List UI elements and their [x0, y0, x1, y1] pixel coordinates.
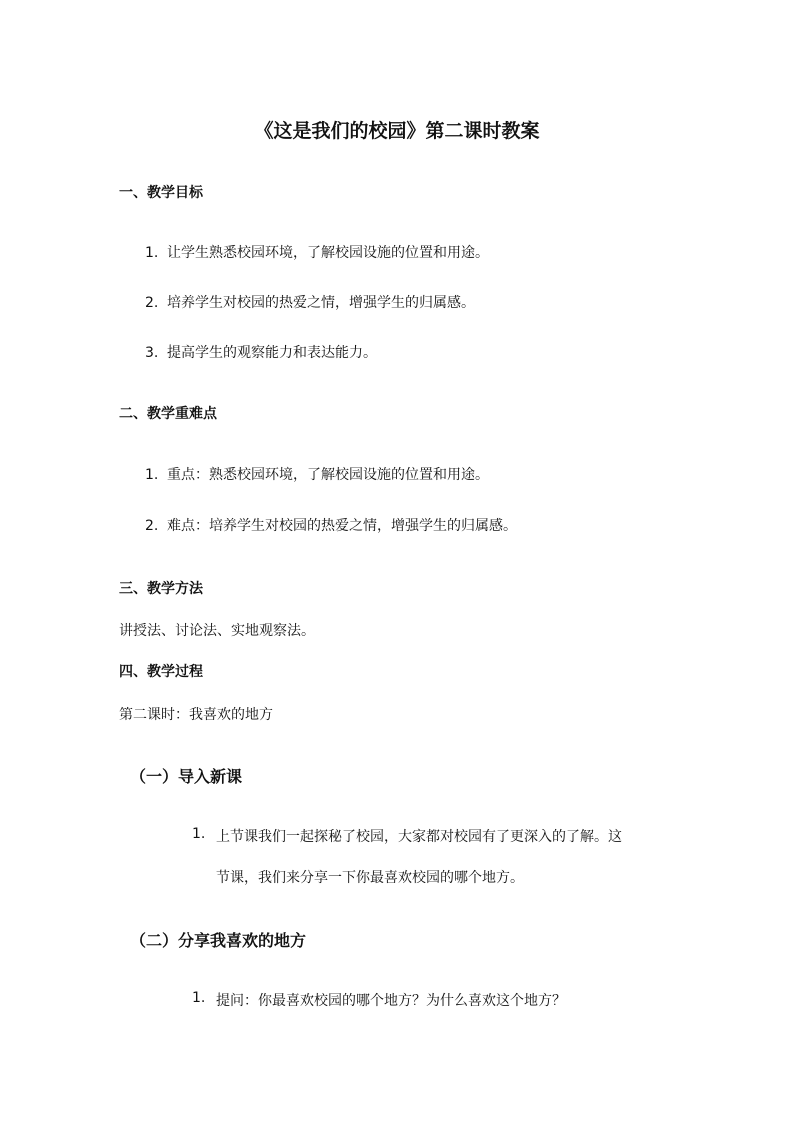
list-number: 1.: [145, 245, 159, 261]
methods-text: 讲授法、讨论法、实地观察法。: [119, 623, 315, 639]
list-text: 提问：你最喜欢校园的哪个地方？为什么喜欢这个地方？: [216, 993, 566, 1009]
list-number: 1.: [145, 467, 159, 483]
list-text: 提高学生的观察能力和表达能力。: [167, 345, 377, 361]
lesson-label: 第二课时：我喜欢的地方: [119, 707, 273, 723]
list-text: 重点：熟悉校园环境，了解校园设施的位置和用途。: [167, 467, 489, 483]
list-text: 让学生熟悉校园环境，了解校园设施的位置和用途。: [167, 245, 489, 261]
list-text: 难点：培养学生对校园的热爱之情，增强学生的归属感。: [167, 518, 517, 534]
document-title: 《这是我们的校园》第二课时教案: [254, 120, 540, 142]
list-item: [145, 515, 517, 535]
section-heading-objectives: 一、教学目标: [119, 185, 203, 201]
section-heading-methods: 三、教学方法: [119, 581, 203, 597]
list-number: 3.: [145, 345, 159, 361]
list-text-line-2: 节课，我们来分享一下你最喜欢校园的哪个地方。: [216, 870, 524, 886]
subsection-heading-intro: （一）导入新课: [130, 767, 243, 786]
list-number: 1.: [192, 990, 206, 1006]
list-item: [145, 242, 489, 262]
section-heading-process: 四、教学过程: [119, 664, 203, 680]
section-heading-key-points: 二、教学重难点: [119, 406, 217, 422]
list-number: 2.: [145, 518, 159, 534]
list-item: [145, 292, 475, 312]
list-text: 培养学生对校园的热爱之情，增强学生的归属感。: [167, 295, 475, 311]
subsection-heading-share: （二）分享我喜欢的地方: [130, 931, 307, 950]
list-number: 1.: [192, 826, 206, 842]
list-number: 2.: [145, 295, 159, 311]
list-text-line-1: 上节课我们一起探秘了校园，大家都对校园有了更深入的了解。这: [216, 829, 622, 845]
list-item: [145, 342, 377, 362]
list-item: [145, 464, 489, 484]
